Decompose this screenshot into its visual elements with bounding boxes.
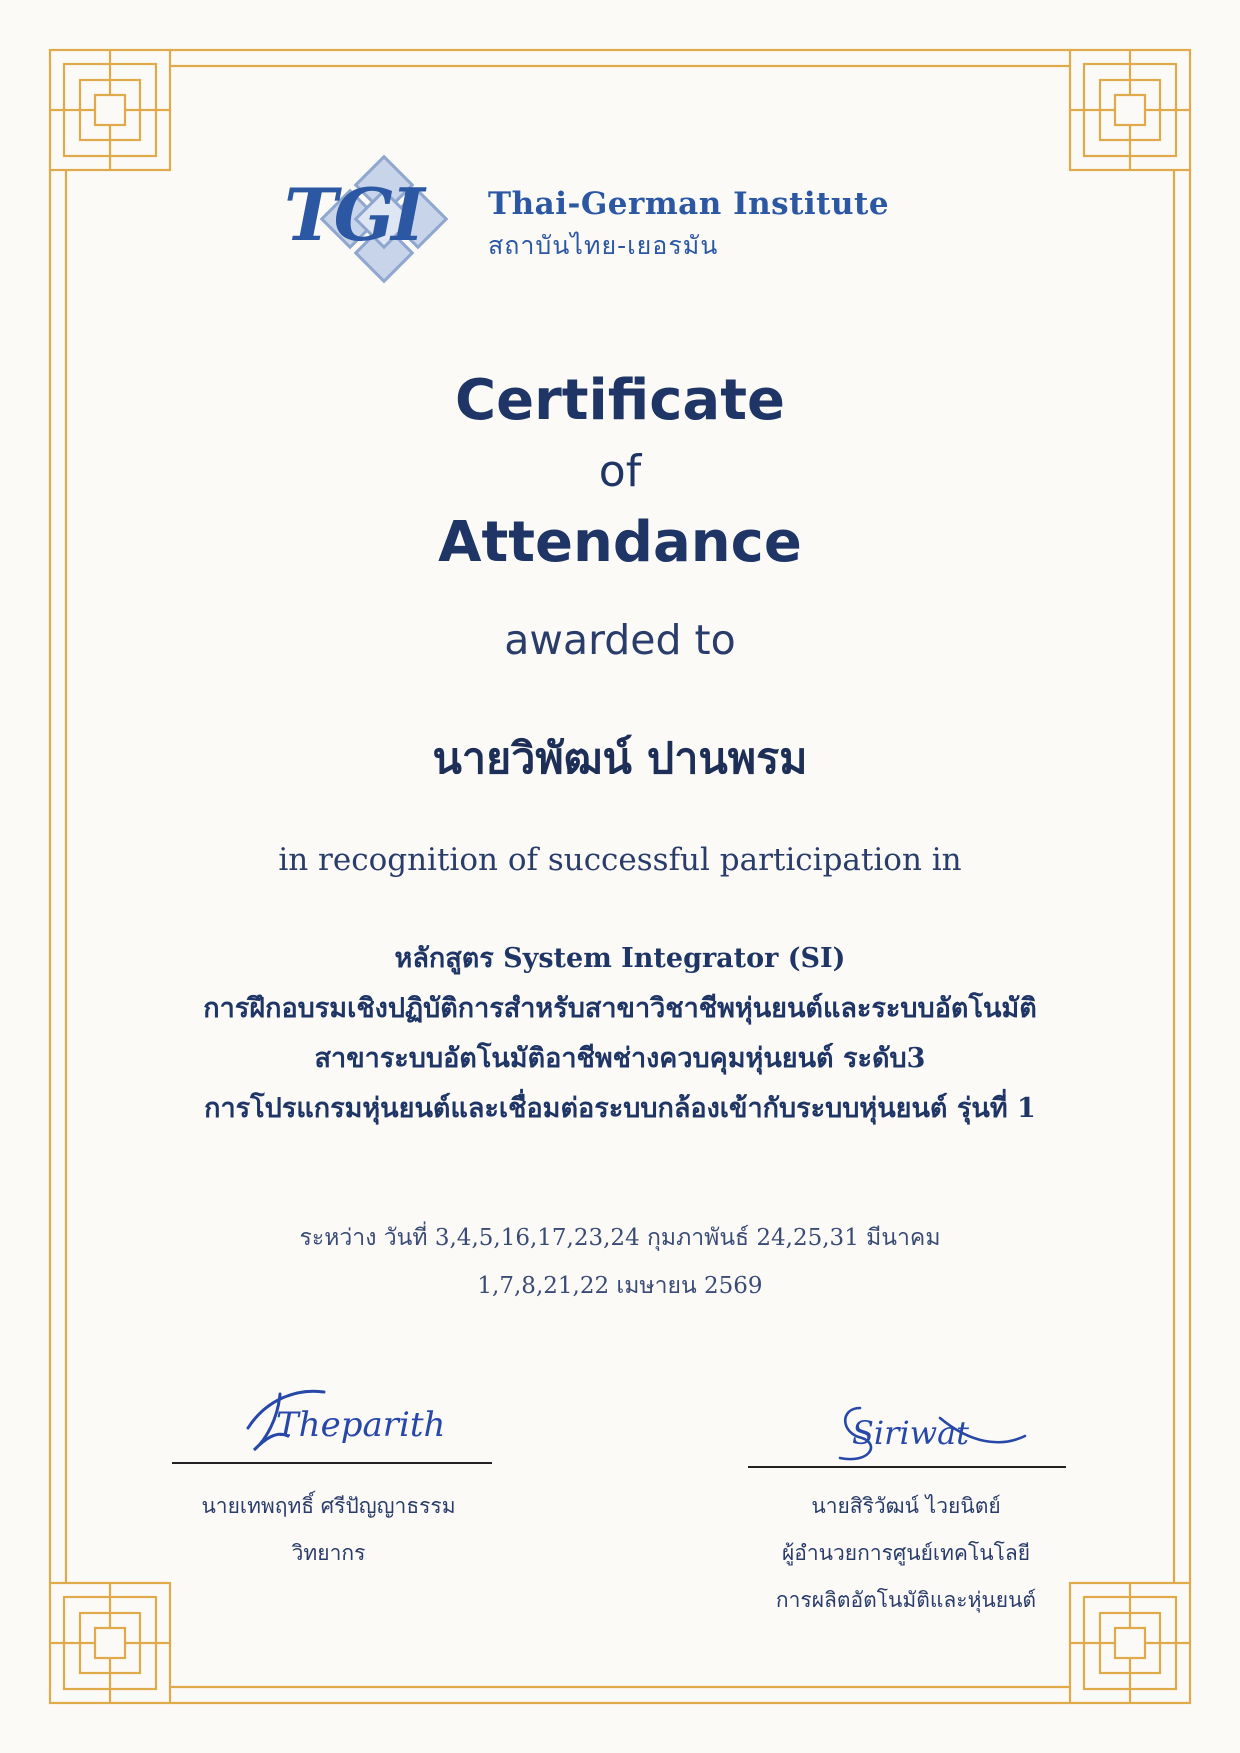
left-signatory-name: นายเทพฤทธิ์ ศรีปัญญาธรรม [201, 1494, 456, 1518]
logo-lettering: TGI [284, 172, 421, 257]
course-details [0, 934, 1240, 1134]
left-signatory [166, 1483, 491, 1577]
course-line-4: การโปรแกรมหุ่นยนต์และเชื่อมต่อระบบกล้องเข้ากับระบบหุ่นยนต์ รุ่นที่ 1 [204, 1093, 1036, 1124]
left-signature [236, 1370, 446, 1460]
dates-line-1: ระหว่าง วันที่ 3,4,5,16,17,23,24 กุมภาพันธ์ 24,25,31 มีนาคม [299, 1225, 941, 1251]
recipient-name: นายวิพัฒน์ ปานพรม [432, 734, 808, 784]
course-line-2: การฝึกอบรมเชิงปฏิบัติการสำหรับสาขาวิชาชีพหุ่นยนต์และระบบอัตโนมัติ [203, 993, 1037, 1024]
certificate-type: Attendance [438, 510, 802, 575]
recognition-text: in recognition of successful participation in [278, 842, 962, 878]
institute-name [488, 186, 889, 266]
awarded-to-label: awarded to [504, 616, 736, 664]
left-signature-text: Theparith [276, 1405, 446, 1445]
certificate-title: Certificate [455, 368, 785, 433]
course-line-1: หลักสูตร System Integrator (SI) [394, 943, 846, 974]
left-signatory-role: วิทยากร [291, 1541, 366, 1565]
left-signature-line [172, 1462, 492, 1464]
dates-line-2: 1,7,8,21,22 เมษายน 2569 [477, 1273, 763, 1299]
training-dates [0, 1214, 1240, 1310]
right-signatory-name: นายสิริวัฒน์ ไวยนิตย์ [811, 1494, 1001, 1518]
right-signatory-role-1: ผู้อำนวยการศูนย์เทคโนโลยี [781, 1541, 1031, 1565]
right-signature-text: Siriwat [852, 1414, 970, 1452]
right-signatory [746, 1483, 1066, 1624]
course-line-3: สาขาระบบอัตโนมัติอาชีพช่างควบคุมหุ่นยนต์ ระดับ3 [314, 1043, 926, 1074]
institute-name-th: สถาบันไทย-เยอรมัน [488, 231, 719, 260]
right-signatory-role-2: การผลิตอัตโนมัติและหุ่นยนต์ [775, 1588, 1037, 1612]
right-signature [820, 1388, 1030, 1468]
tgi-logo [276, 138, 476, 300]
institute-name-en: Thai-German Institute [488, 186, 890, 222]
right-signature-line [748, 1466, 1066, 1468]
certificate-of: of [598, 446, 642, 497]
